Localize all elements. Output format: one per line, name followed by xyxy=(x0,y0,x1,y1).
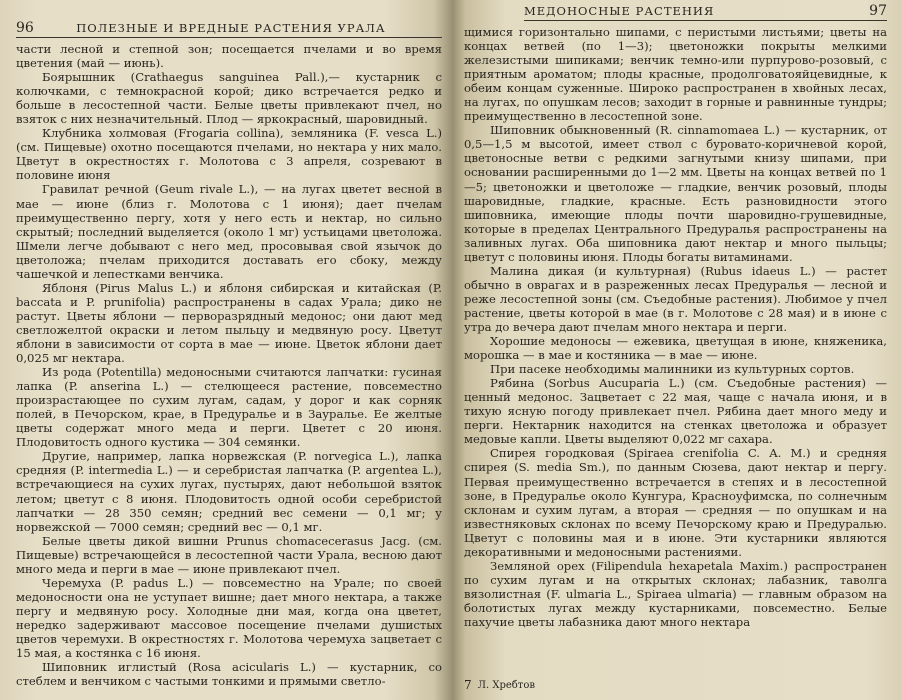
right-page xyxy=(452,0,901,700)
right-running-head xyxy=(524,3,887,21)
paragraph: Белые цветы дикой вишни Prunus chomacecerasus Jacg. (см. Пищевые) встречающейся в лесостепной части Урала, весною дают много меда и перги в мае — июне привлекают пчел. xyxy=(16,533,442,576)
paragraph: Из рода (Potentilla) медоносными считаются лапчатки: гусиная лапка (P. anserina L.) — стелющееся растение, повсеместно произрастающее по сухим лугам, садам, у дорог и как сорняк полей, в Печорском, крае, в Предуралье и в Зауралье. Ее желтые цветы содержат много меда и перги. Цветет с 20 июня. Плодовитость одного кустика — 304 семянки. xyxy=(16,365,442,450)
paragraph: Шиповник иглистый (Rosa acicularis L.) — кустарник, со стеблем и венчиком с частыми тонкими и прямыми светло- xyxy=(16,660,442,689)
paragraph: щимися горизонтально шипами, с перистыми листьями; цветы на концах ветвей (по 1—3); цветоножки покрыты мелкими железистыми шипиками; венчик темно-или пурпурово-розовый, с приятным ароматом; плоды красные, продолговатояйцевидные, к обеим концам суженные. Широко распространен в хвойных лесах, на лугах, по опушкам лесов; заходит в горные и равнинные тундры; преимущественно в лесостепной зоне. xyxy=(464,25,887,124)
paragraph: части лесной и степной зон; посещается пчелами и во время цветения (май — июнь). xyxy=(16,42,442,71)
signature-mark-icon: 7 xyxy=(464,678,472,692)
paragraph: Малина дикая (и культурная) (Rubus idaeus L.) — растет обычно в оврагах и в разреженных лесах Предуралья — лесной и реже лесостепной зоны (см. Съедобные растения). Любимое у пчел растение, цветы которой в мае (в г. Молотове с 28 мая) и в июне с утра до вечера дают пчелам много нектара и перги. xyxy=(464,263,887,334)
paragraph: Шиповник обыкновенный (R. cinnamomaea L.) — кустарник, от 0,5—1,5 м высотой, имеет ствол с буровато-коричневой корой, цветоносные ветви с редкими загнутыми книзу шипами, при основании расширенными до 1—2 мм. Цветы на концах ветвей по 1—5; цветоножки и цветоложе — гладкие, венчик розовый, плоды шаровидные, гладкие, красные. Есть разновидности этого шиповника, имеющие плоды почти шаровидно-грушевидные, которые в пределах Центрального Предуралья распространены на заливных лугах. Оба шиповника дают нектар и много пыльцы; цветут с половины июня. Плоды богаты витаминами. xyxy=(464,123,887,264)
paragraph: Другие, например, лапка норвежская (P. norvegica L.), лапка средняя (P. intermedia L.) — и серебристая лапчатка (P. argentea L.), встречающиеся на сухих лугах, пустырях, дают небольшой взяток летом; цветут с 8 июня. Плодовитость одной особи серебристой лапчатки — 28 350 семян; средний вес семени — 0,1 мг; у норвежской — 7000 семян; средний вес — 0,1 мг. xyxy=(16,449,442,534)
page-footer xyxy=(464,678,535,692)
paragraph: При пасеке необходимы малинники из культурных сортов. xyxy=(490,362,855,377)
right-running-title: МЕДОНОСНЫЕ РАСТЕНИЯ xyxy=(524,4,715,18)
paragraph: Черемуха (P. padus L.) — повсеместно на Урале; по своей медоносности она не уступает вишне; дает много нектара, а также пергу и медвяную росу. Холодные дни мая, когда она цветет, нередко задерживают массовое посещение пчелами душистых цветов черемухи. В окрестностях г. Молотова черемуха зацветает с 15 мая, а костянка с 16 июня. xyxy=(16,575,442,661)
left-page-number: 96 xyxy=(16,20,34,36)
paragraph: Хорошие медоносы — ежевика, цветущая в июне, княженика, морошка — в мае и костяника — в мае — июне. xyxy=(464,334,887,363)
paragraph: Боярышник (Crathaegus sanguinea Pall.),— кустарник с колючками, с темнокрасной корой; дико встречается редко и больше в лесостепной части. Белые цветы привлекают пчел, но взяток с них незначительный. Плод — яркокрасный, шаровидный. xyxy=(16,70,442,127)
paragraph: Рябина (Sorbus Aucuparia L.) (см. Съедобные растения) — ценный медонос. Зацветает с 22 мая, чаще с начала июня, и в тихую ясную погоду привлекает пчел. Рябина дает много меду и перги. Нектарник находится на стенках цветоложа и образует медовые капли. Цветы выделяют 0,022 мг сахара. xyxy=(464,376,887,447)
paragraph: Земляной орех (Filipendula hexapetala Maxim.) распространен по сухим лугам и на открытых склонах; лабазник, таволга вязолистная (F. ulmaria L., Spiraea ulmaria) — главным образом на болотистых лугах между кустарниками, повсеместно. Белые пахучие цветы лабазника дают много нектара xyxy=(464,558,887,629)
right-page-number: 97 xyxy=(869,3,887,19)
paragraph: Яблоня (Pirus Malus L.) и яблоня сибирская и китайская (P. baccata и P. prunifolia) распространены в садах Урала; дико не растут. Цветы яблони — перворазрядный медонос; они дают мед светложелтой окраски и летом пыльцу и медвяную росу. Цветут яблони в зависимости от сорта в мае — июне. Цветок яблони дает 0,025 мг нектара. xyxy=(16,280,442,366)
footer-signature: Л. Хребтов xyxy=(477,679,535,691)
left-running-title: ПОЛЕЗНЫЕ И ВРЕДНЫЕ РАСТЕНИЯ УРАЛА xyxy=(76,21,386,35)
paragraph: Клубника холмовая (Frogaria collina), земляника (F. vesca L.) (см. Пищевые) охотно посещаются пчелами, но нектара у них мало. Цветут в окрестностях г. Молотова с 3 апреля, созревают в половине июня xyxy=(16,126,442,183)
right-text xyxy=(464,25,887,629)
paragraph: Гравилат речной (Geum rivale L.), — на лугах цветет весной в мае — июне (близ г. Молотова с 1 июня); дает пчелам преимущественно пергу, хотя у него есть и нектар, но сильно скрытый; последний выделяется (около 1 мг) устьицами цветоложа. Шмели легче добывают с него мед, просовывая свой язычок до цветоложа; пчелам приходится доставать его сбоку, между чашечкой и лепестками венчика. xyxy=(16,182,442,281)
left-text xyxy=(16,42,442,688)
paragraph: Спирея городковая (Spiraea crenifolia C. A. M.) и средняя спирея (S. media Sm.), по данным Сюзева, дают нектар и пергу. Первая преимущественно встречается в степях и в лесостепной зоне, в Предуралье около Кунгура, Красноуфимска, по солнечным склонам и сухим лугам, а вторая — средняя — по опушкам и на известняковых склонах по всему Печорскому краю и Предуралью. Цветут с половины мая и в июне. Эти кустарники являются декоративными и медоносными растениями. xyxy=(464,446,887,559)
left-running-head xyxy=(16,20,442,38)
